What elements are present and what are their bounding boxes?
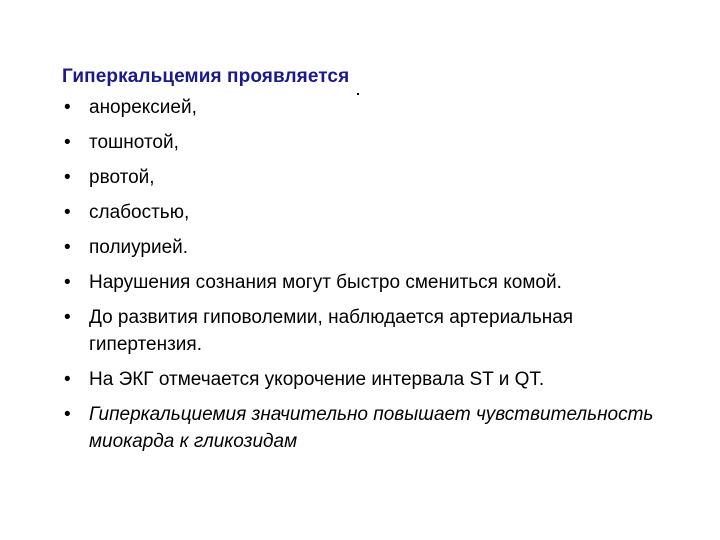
bullet-icon: • [64, 369, 71, 390]
list-item-text: До развития гиповолемии, наблюдается артериальная гипертензия. [89, 307, 574, 355]
bullet-icon: • [64, 97, 71, 118]
bullet-icon: • [64, 202, 71, 223]
slide-title: Гиперкальцемия проявляется [62, 66, 350, 87]
list-item [62, 129, 672, 156]
list-item [62, 164, 672, 191]
list-item-text: На ЭКГ отмечается укорочение интервала ST и QT. [89, 369, 545, 390]
list-item [62, 304, 672, 358]
list-item-text: Гиперкальциемия значительно повышает чувствительность миокарда к гликозидам [89, 404, 654, 452]
bullet-icon: • [64, 307, 71, 328]
bullet-icon: • [64, 237, 71, 258]
bullet-icon: • [64, 132, 71, 153]
list-item-text: тошнотой, [89, 132, 179, 153]
bullet-icon: • [64, 272, 71, 293]
list-item [62, 366, 672, 393]
list-item [62, 199, 672, 226]
list-item-text: полиурией. [89, 237, 189, 258]
list-item-text: рвотой, [89, 167, 155, 188]
bullet-icon: • [64, 167, 71, 188]
list-item-text: Нарушения сознания могут быстро смениться комой. [89, 272, 562, 293]
list-item [62, 269, 672, 296]
list-item-text: анорексией, [89, 97, 197, 118]
list-item [62, 94, 672, 121]
list-item [62, 234, 672, 261]
list-item [62, 401, 672, 455]
list-item-text: слабостью, [89, 202, 190, 223]
bullet-icon: • [64, 404, 71, 425]
bullet-list [62, 94, 672, 463]
